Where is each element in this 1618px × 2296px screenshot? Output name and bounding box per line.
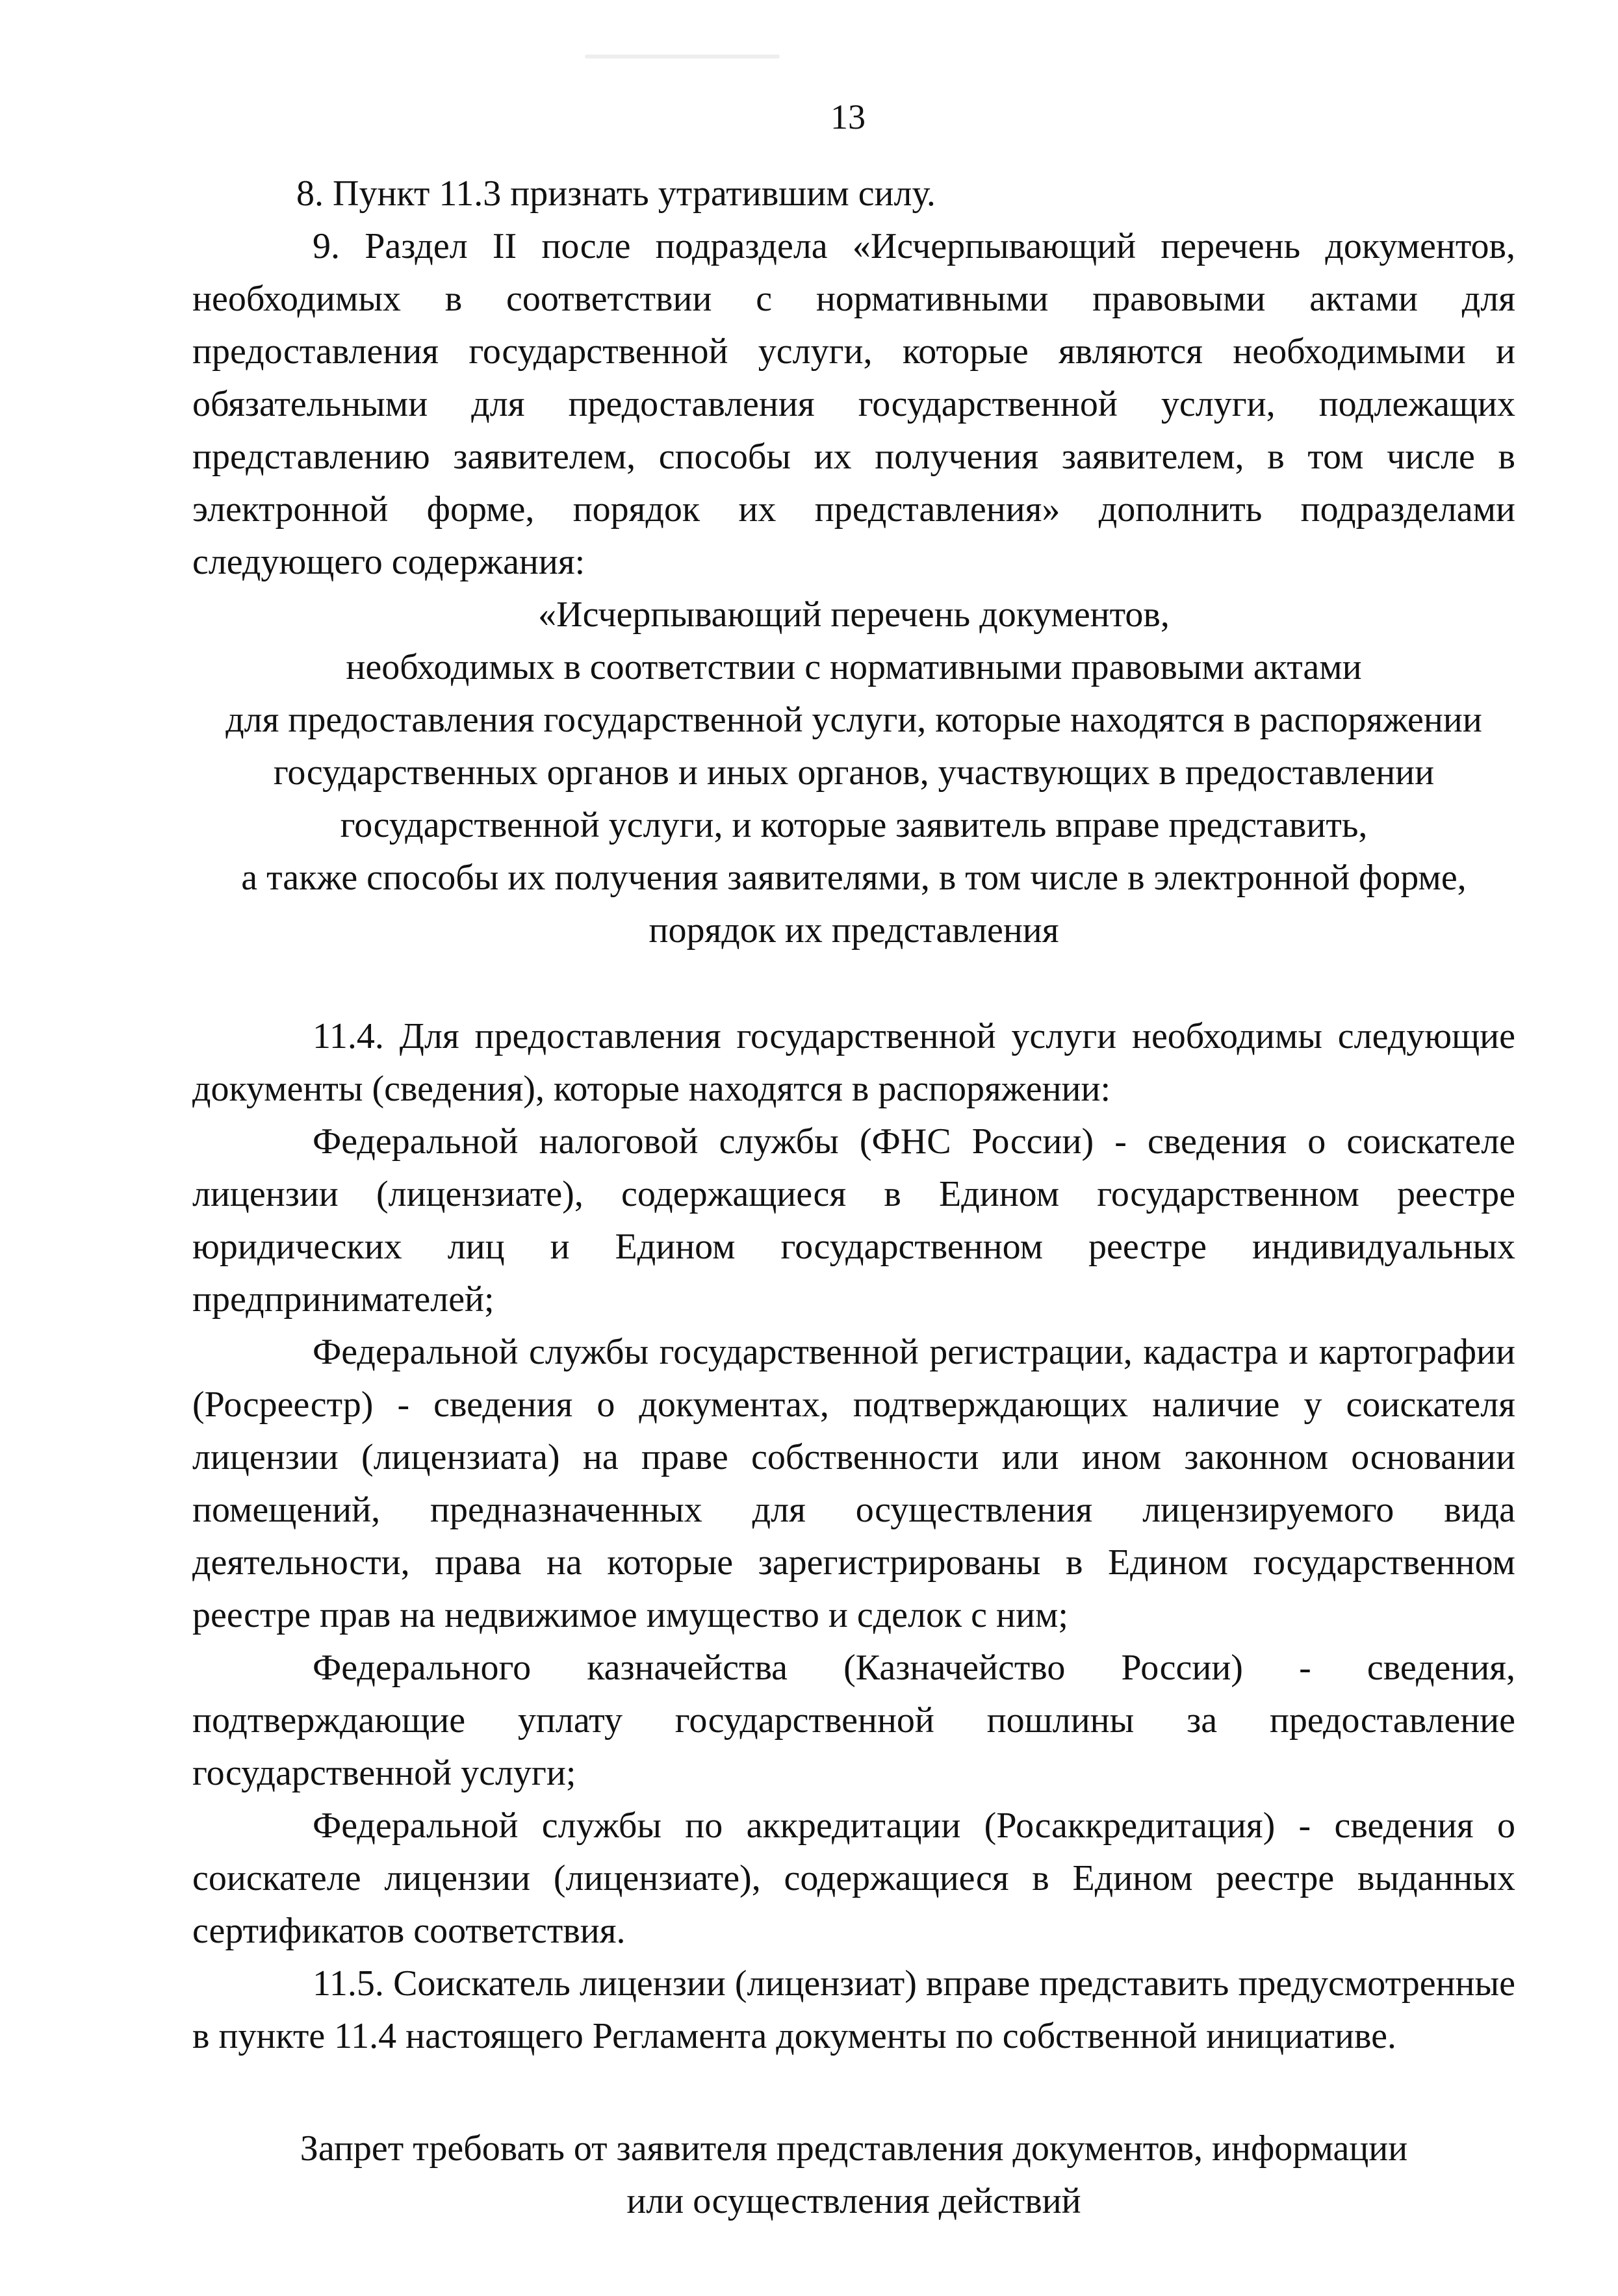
page-number: 13 xyxy=(830,97,866,136)
subsection-heading-line: а также способы их получения заявителями, в том числе в электронной форме, xyxy=(241,858,1467,898)
spacer xyxy=(192,2063,1515,2123)
paragraph-9: 9. Раздел II после подраздела «Исчерпывающий перечень документов, необходимых в соответствии с нормативными правовыми актами для предоставления государственной услуги, которые являются необходимыми и обязательными для предоставления государственной услуги, подлежащих представлению заявителем, способы их получения заявителем, в том числе в электронной форме, порядок их представления» дополнить подразделами следующего содержания: xyxy=(192,226,1515,582)
final-heading-line: или осуществления действий xyxy=(626,2181,1081,2221)
subsection-heading-line: для предоставления государственной услуги, которые находятся в распоряжении xyxy=(225,700,1482,740)
subsection-heading-line: государственных органов и иных органов, участвующих в предоставлении xyxy=(273,752,1435,793)
clause-11-5: 11.5. Соискатель лицензии (лицензиат) вправе представить предусмотренные в пункте 11.4 настоящего Регламента документы по собственной инициативе. xyxy=(192,1963,1515,2056)
clause-treasury: Федерального казначейства (Казначейство России) - сведения, подтверждающие уплату государственной пошлины за предоставление государственной услуги; xyxy=(192,1648,1515,1793)
subsection-heading-line: государственной услуги, и которые заявитель вправе представить, xyxy=(340,805,1368,845)
paragraph-8: 8. Пункт 11.3 признать утратившим силу. xyxy=(296,173,936,214)
spacer xyxy=(192,957,1515,1010)
scan-artifact xyxy=(585,55,780,58)
subsection-heading-line: порядок их представления xyxy=(648,910,1059,950)
subsection-heading-line: необходимых в соответствии с нормативными правовыми актами xyxy=(346,647,1362,687)
final-heading-line: Запрет требовать от заявителя представления документов, информации xyxy=(300,2128,1408,2169)
clause-rosreestr: Федеральной службы государственной регистрации, кадастра и картографии (Росреестр) - сведения о документах, подтверждающих наличие у соискателя лицензии (лицензиата) на праве собственности или ином законном основании помещений, предназначенных для осуществления лицензируемого вида деятельности, права на которые зарегистрированы в Едином государственном реестре прав на недвижимое имущество и сделок с ним; xyxy=(192,1332,1515,1635)
clause-11-4: 11.4. Для предоставления государственной услуги необходимы следующие документы (сведения), которые находятся в распоряжении: xyxy=(192,1016,1515,1109)
document-body xyxy=(192,168,1515,2228)
clause-rosaccreditation: Федеральной службы по аккредитации (Росаккредитация) - сведения о соискателе лицензии (лицензиате), содержащиеся в Едином реестре выданных сертификатов соответствия. xyxy=(192,1805,1515,1951)
subsection-heading xyxy=(192,589,1515,957)
clause-fns: Федеральной налоговой службы (ФНС России) - сведения о соискателе лицензии (лицензиате), содержащиеся в Едином государственном реестре юридических лиц и Едином государственном реестре индивидуальных предпринимателей; xyxy=(192,1121,1515,1320)
subsection-heading-line: «Исчерпывающий перечень документов, xyxy=(538,594,1170,635)
final-heading xyxy=(192,2123,1515,2228)
